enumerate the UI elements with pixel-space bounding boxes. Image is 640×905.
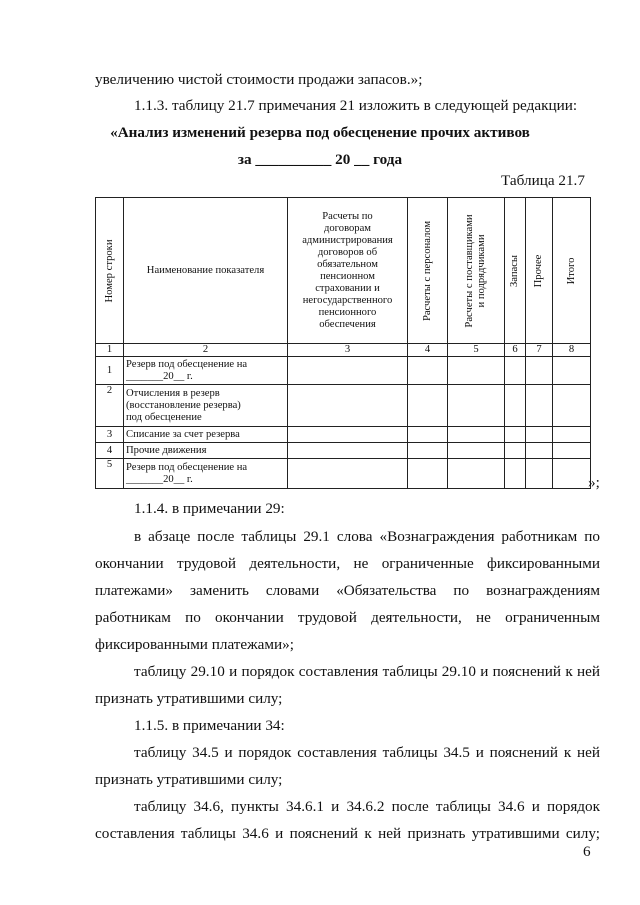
header-total: Итого <box>553 198 591 344</box>
column-number: 6 <box>505 344 526 357</box>
text-line: 1.1.3. таблицу 21.7 примечания 21 изложить в следующей редакции: <box>134 97 578 114</box>
header-suppliers: Расчеты с поставщиками и подрядчиками <box>448 198 505 344</box>
table-row <box>96 443 591 459</box>
paragraph-line: фиксированными платежами»; <box>95 636 294 653</box>
paragraph-line: в абзаце после таблицы 29.1 слова «Вознаграждения работникам по <box>134 528 600 545</box>
header-row <box>96 198 591 344</box>
header-name: Наименование показателя <box>124 198 288 344</box>
header-other: Прочее <box>526 198 553 344</box>
row-number: 5 <box>96 459 124 489</box>
page-number: 6 <box>583 843 591 860</box>
column-number: 3 <box>288 344 408 357</box>
text-line: увеличению чистой стоимости продажи запасов.»; <box>95 71 423 88</box>
table-title: «Анализ изменений резерва под обесценение прочих активов <box>110 124 530 141</box>
paragraph-line: платежами» заменить словами «Обязательства по вознаграждениям <box>95 582 600 599</box>
row-label: Прочие движения <box>124 443 288 459</box>
row-label: Резерв под обесценение на _______20__ г. <box>124 357 288 385</box>
paragraph-line: таблицу 34.5 и порядок составления таблицы 34.5 и пояснений к ней <box>134 744 600 761</box>
row-label: Списание за счет резерва <box>124 427 288 443</box>
row-number: 1 <box>96 357 124 385</box>
paragraph-line: составления таблицы 34.6 и пояснений к ней признать утратившими силу; <box>95 825 600 842</box>
column-number: 2 <box>124 344 288 357</box>
table-row <box>96 427 591 443</box>
row-label: Отчисления в резерв (восстановление резерва) под обесценение <box>124 385 288 427</box>
table-period: за __________ 20 __ года <box>237 151 403 168</box>
paragraph-line: таблицу 34.6, пункты 34.6.1 и 34.6.2 после таблицы 34.6 и порядок <box>134 798 600 815</box>
row-number: 4 <box>96 443 124 459</box>
paragraph-heading: 1.1.4. в примечании 29: <box>134 500 285 517</box>
header-row-number: Номер строки <box>96 198 124 344</box>
row-number: 3 <box>96 427 124 443</box>
row-number: 2 <box>96 385 124 427</box>
column-number: 5 <box>448 344 505 357</box>
column-number: 8 <box>553 344 591 357</box>
column-number: 7 <box>526 344 553 357</box>
paragraph-line: таблицу 29.10 и порядок составления таблицы 29.10 и пояснений к ней <box>134 663 600 680</box>
table-label: Таблица 21.7 <box>501 172 585 189</box>
closing-quote: »; <box>588 474 600 491</box>
column-number: 4 <box>408 344 448 357</box>
column-number-row <box>96 344 591 357</box>
paragraph-line: признать утратившими силу; <box>95 690 283 707</box>
header-staff: Расчеты с персоналом <box>408 198 448 344</box>
table-row <box>96 385 591 427</box>
paragraph-line: окончании трудовой деятельности, не ограниченные фиксированными <box>95 555 600 572</box>
table-row <box>96 357 591 385</box>
column-number: 1 <box>96 344 124 357</box>
table-row <box>96 459 591 489</box>
row-label: Резерв под обесценение на _______20__ г. <box>124 459 288 489</box>
header-stocks: Запасы <box>505 198 526 344</box>
reserve-table <box>95 197 591 489</box>
paragraph-heading: 1.1.5. в примечании 34: <box>134 717 285 734</box>
paragraph-line: признать утратившими силу; <box>95 771 283 788</box>
paragraph-line: работникам по окончании трудовой деятельности, не ограниченным <box>95 609 600 626</box>
header-pension: Расчеты по договорам администрирования договоров об обязательном пенсионном страховании и негосударственного пенсионного обеспечения <box>288 198 408 344</box>
